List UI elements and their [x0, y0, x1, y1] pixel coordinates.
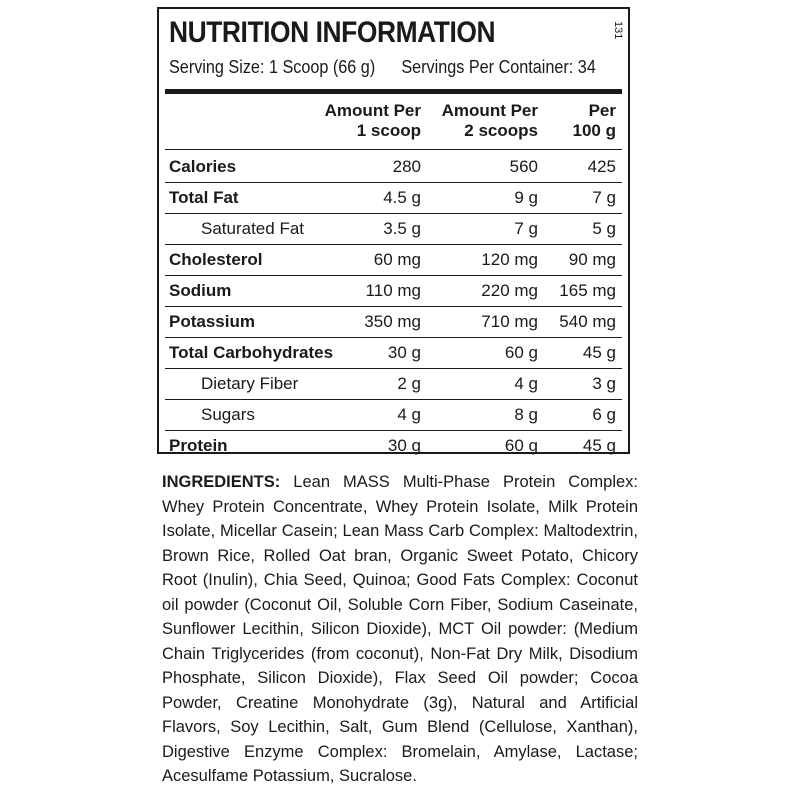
value-per-100g: 90 mg: [568, 249, 616, 269]
value-per-100g: 540 mg: [559, 311, 616, 331]
panel-title: NUTRITION INFORMATION: [169, 16, 496, 49]
value-per-2-scoops: 9 g: [514, 187, 538, 207]
nutrient-name: Total Fat: [169, 187, 239, 207]
nutrient-name: Calories: [169, 156, 237, 176]
value-per-2-scoops: 220 mg: [481, 280, 538, 300]
value-per-100g: 5 g: [592, 218, 616, 238]
value-per-2-scoops: 60 g: [504, 342, 538, 362]
serving-info: [169, 55, 596, 79]
value-per-2-scoops: 710 mg: [481, 311, 538, 331]
ingredients-list: Lean MASS Multi-Phase Protein Complex: Whey Protein Concentrate, Whey Protein Isolate, Milk Protein Isolate, Micellar Casein; Lean Mass Carb Complex: Maltodextrin, Brown Rice, Rolled Oat bran, Organic Sweet Potato, Chicory Root (Inulin), Chia Seed, Quinoa; Good Fats Complex: Coconut oil powder (Coconut Oil, Soluble Corn Fiber, Sodium Caseinate, Sunflower Lecithin, Silicon Dioxide), MCT Oil powder: (Medium Chain Triglycerides (from coconut), Non-Fat Dry Milk, Disodium Phosphate, Silicon Dioxide), Flax Seed Oil powder; Cocoa Powder, Creatine Monohydrate (3g), Natural and Artificial Flavors, Soy Lecithin, Salt, Gum Blend (Cellulose, Xanthan), Digestive Enzyme Complex: Bromelain, Amylase, Lactase; Acesulfame Potassium, Sucralose.: [162, 473, 638, 785]
value-per-100g: 6 g: [592, 404, 616, 424]
table-row: [165, 430, 622, 461]
value-per-scoop: 350 mg: [364, 311, 421, 331]
value-per-scoop: 2 g: [397, 373, 421, 393]
value-per-scoop: 30 g: [387, 435, 421, 455]
value-per-100g: 3 g: [592, 373, 616, 393]
value-per-100g: 45 g: [582, 342, 616, 362]
nutrient-name: Dietary Fiber: [201, 373, 299, 393]
value-per-2-scoops: 8 g: [514, 404, 538, 424]
ingredients-text: [162, 470, 638, 789]
nutrient-name: Saturated Fat: [201, 218, 305, 238]
nutrient-name: Cholesterol: [169, 249, 263, 269]
nutrient-name: Potassium: [169, 311, 255, 331]
nutrient-name: Protein: [169, 435, 228, 455]
value-per-scoop: 4.5 g: [383, 187, 421, 207]
servings-per-container: Servings Per Container: 34: [401, 57, 596, 77]
table-row: [165, 244, 622, 276]
nutrient-name: Total Carbohydrates: [169, 342, 334, 362]
ingredients-label: INGREDIENTS:: [162, 473, 281, 491]
header-per-100g: Per 100 g: [572, 101, 616, 140]
table-row: [165, 275, 622, 307]
value-per-2-scoops: 7 g: [514, 218, 538, 238]
value-per-scoop: 30 g: [387, 342, 421, 362]
nutrition-panel: [157, 7, 630, 454]
value-per-100g: 7 g: [592, 187, 616, 207]
thick-divider: [165, 89, 622, 94]
header-per-2-scoops: Amount Per 2 scoops: [441, 101, 538, 140]
value-per-scoop: 280: [392, 156, 421, 176]
value-per-scoop: 3.5 g: [383, 218, 421, 238]
nutrient-name: Sugars: [201, 404, 255, 424]
value-per-2-scoops: 120 mg: [481, 249, 538, 269]
table-row: [165, 337, 622, 369]
table-row: [165, 368, 622, 400]
value-per-2-scoops: 60 g: [504, 435, 538, 455]
value-per-scoop: 110 mg: [365, 280, 421, 300]
value-per-2-scoops: 560: [509, 156, 538, 176]
value-per-2-scoops: 4 g: [514, 373, 538, 393]
nutrient-name: Sodium: [169, 280, 232, 300]
value-per-100g: 45 g: [582, 435, 616, 455]
table-row: [165, 151, 622, 183]
serving-size: Serving Size: 1 Scoop (66 g): [169, 57, 376, 77]
table-row: [165, 213, 622, 245]
label-code: 131: [612, 21, 624, 40]
value-per-scoop: 60 mg: [373, 249, 421, 269]
table-header: [165, 97, 622, 150]
value-per-100g: 425: [587, 156, 616, 176]
table-row: [165, 182, 622, 214]
header-per-scoop: Amount Per 1 scoop: [324, 101, 421, 140]
table-row: [165, 306, 622, 338]
value-per-100g: 165 mg: [559, 280, 616, 300]
table-row: [165, 399, 622, 431]
value-per-scoop: 4 g: [397, 404, 421, 424]
